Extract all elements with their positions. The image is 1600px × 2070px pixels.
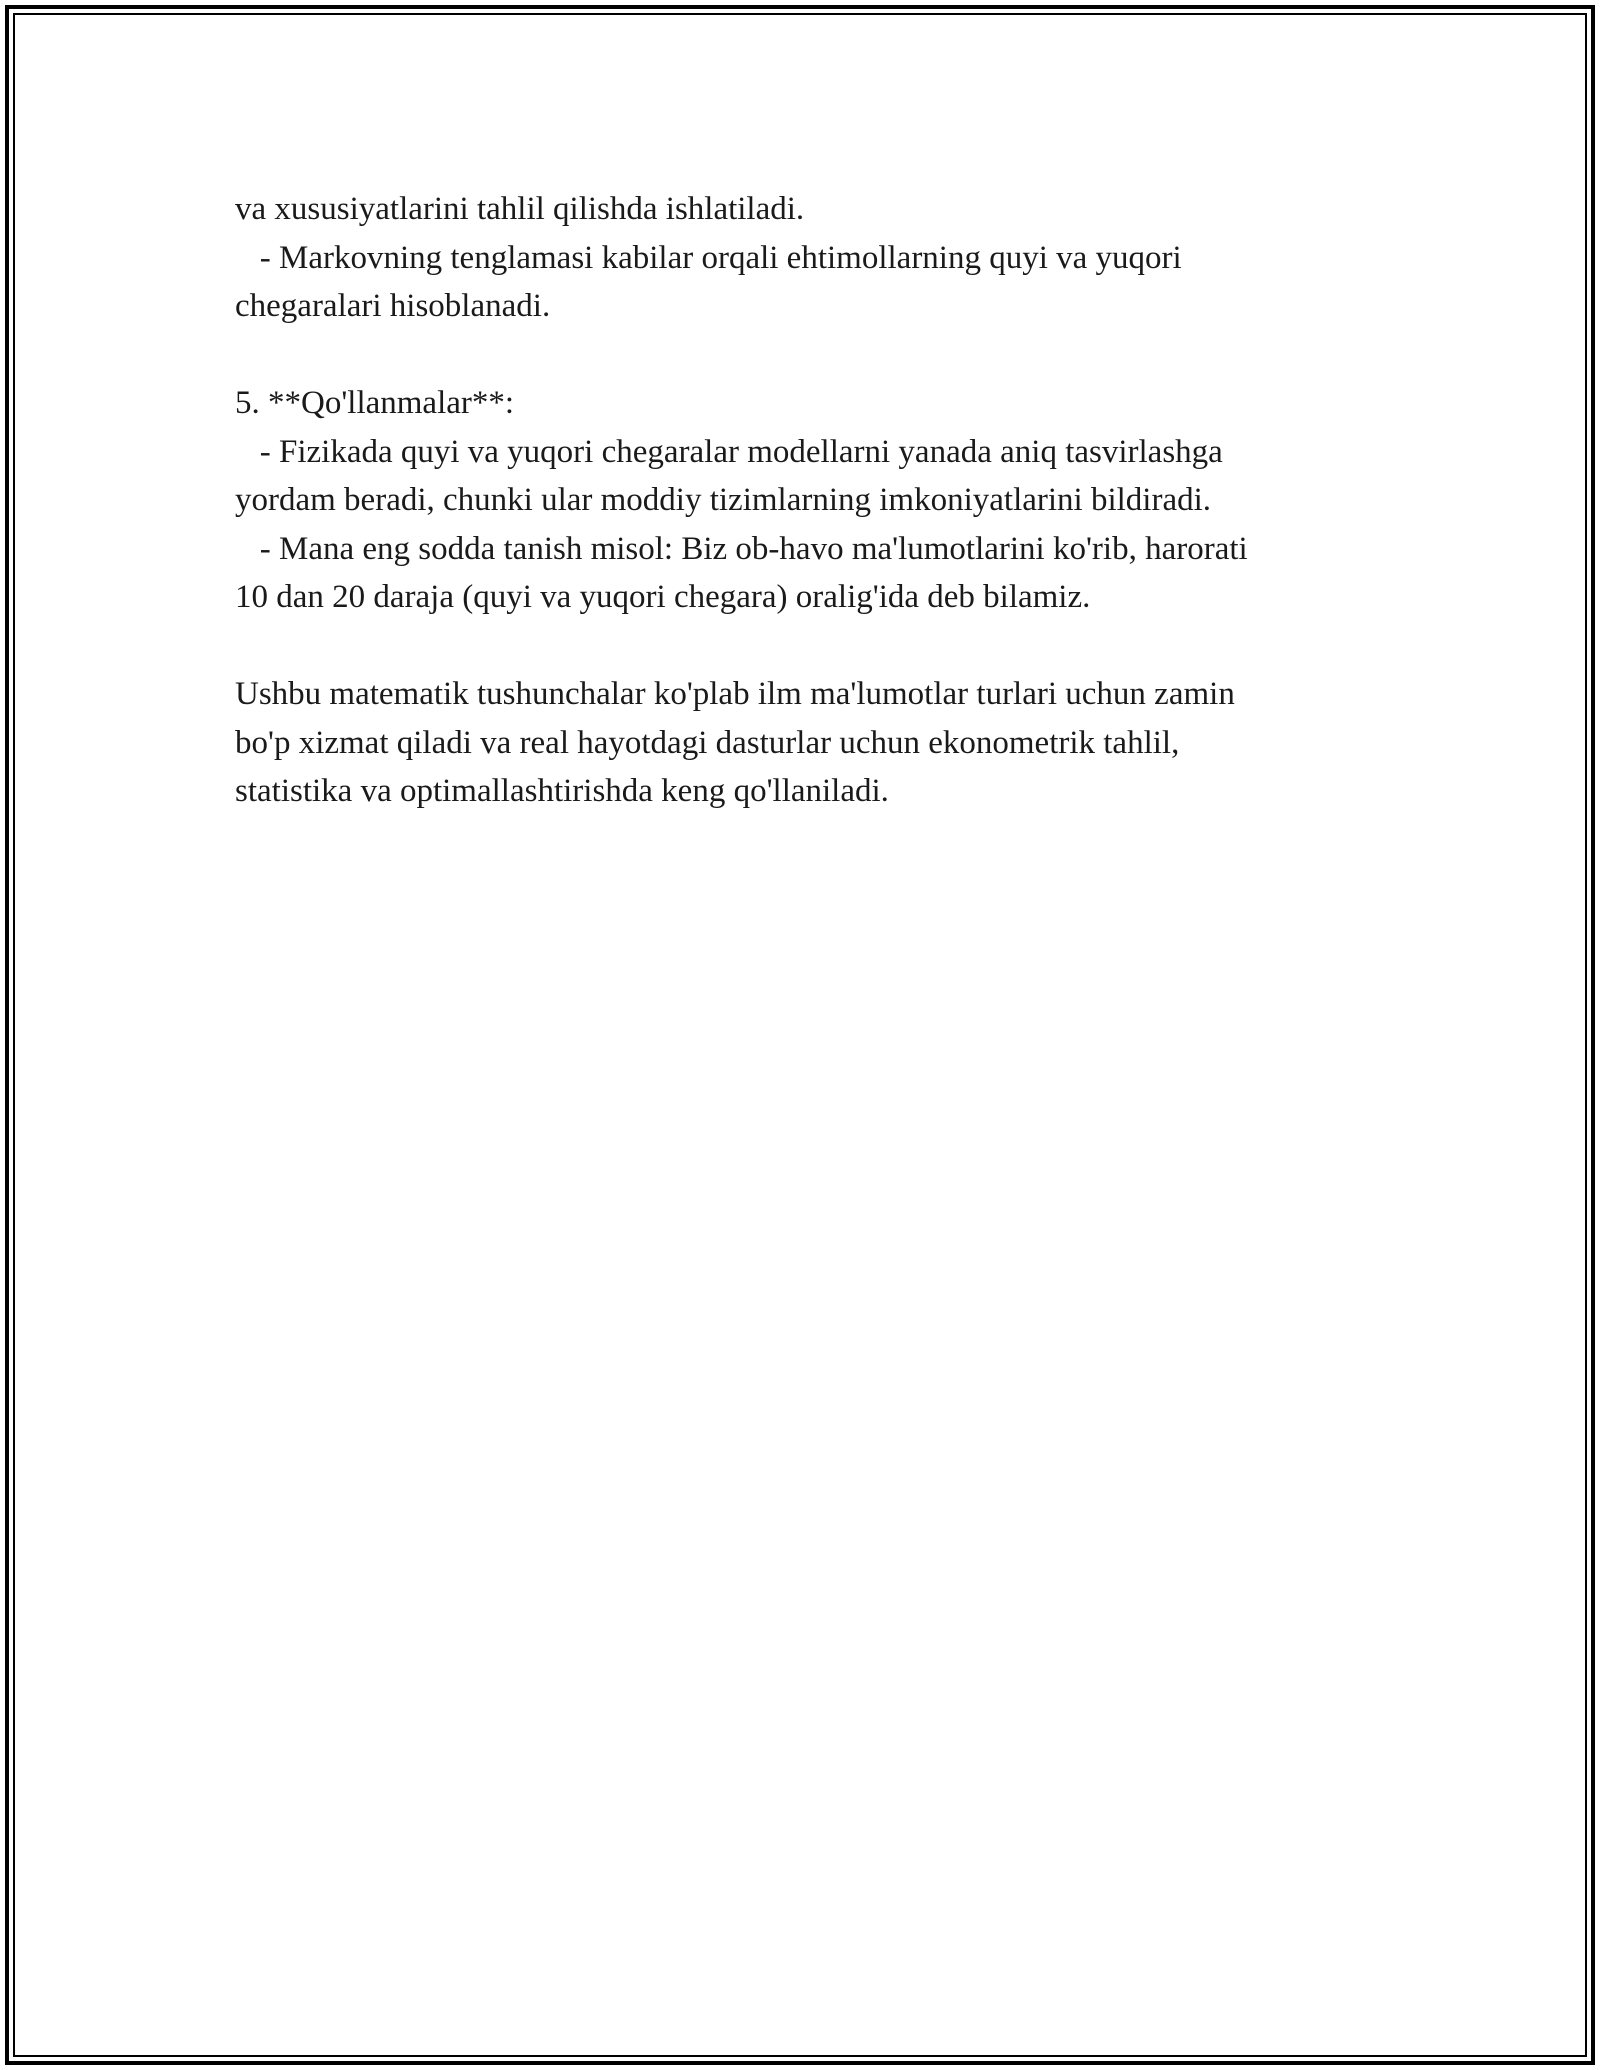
document-body: [235, 185, 1415, 816]
section-heading: 5. **Qo'llanmalar**:: [235, 385, 515, 421]
text-line: statistika va optimallashtirishda keng qo'llaniladi.: [235, 773, 889, 809]
text-line: 10 dan 20 daraja (quyi va yuqori chegara) oralig'ida deb bilamiz.: [235, 579, 1091, 615]
paragraph-gap: [235, 622, 1415, 671]
text-line: bo'p xizmat qiladi va real hayotdagi dasturlar uchun ekonometrik tahlil,: [235, 724, 1180, 761]
list-item-example: - Mana eng sodda tanish misol: Biz ob-havo ma'lumotlarini ko'rib, harorati: [235, 530, 1248, 567]
list-item-physics: - Fizikada quyi va yuqori chegaralar modellarni yanada aniq tasvirlashga: [235, 433, 1223, 470]
text-line: chegaralari hisoblanadi.: [235, 288, 551, 324]
text-line: yordam beradi, chunki ular moddiy tizimlarning imkoniyatlarini bildiradi.: [235, 482, 1212, 518]
text-line: va xususiyatlarini tahlil qilishda ishlatiladi.: [235, 191, 805, 227]
list-item-markov: - Markovning tenglamasi kabilar orqali ehtimollarning quyi va yuqori: [235, 239, 1182, 276]
conclusion-paragraph: Ushbu matematik tushunchalar ko'plab ilm ma'lumotlar turlari uchun zamin: [235, 676, 1235, 712]
paragraph-gap: [235, 331, 1415, 380]
